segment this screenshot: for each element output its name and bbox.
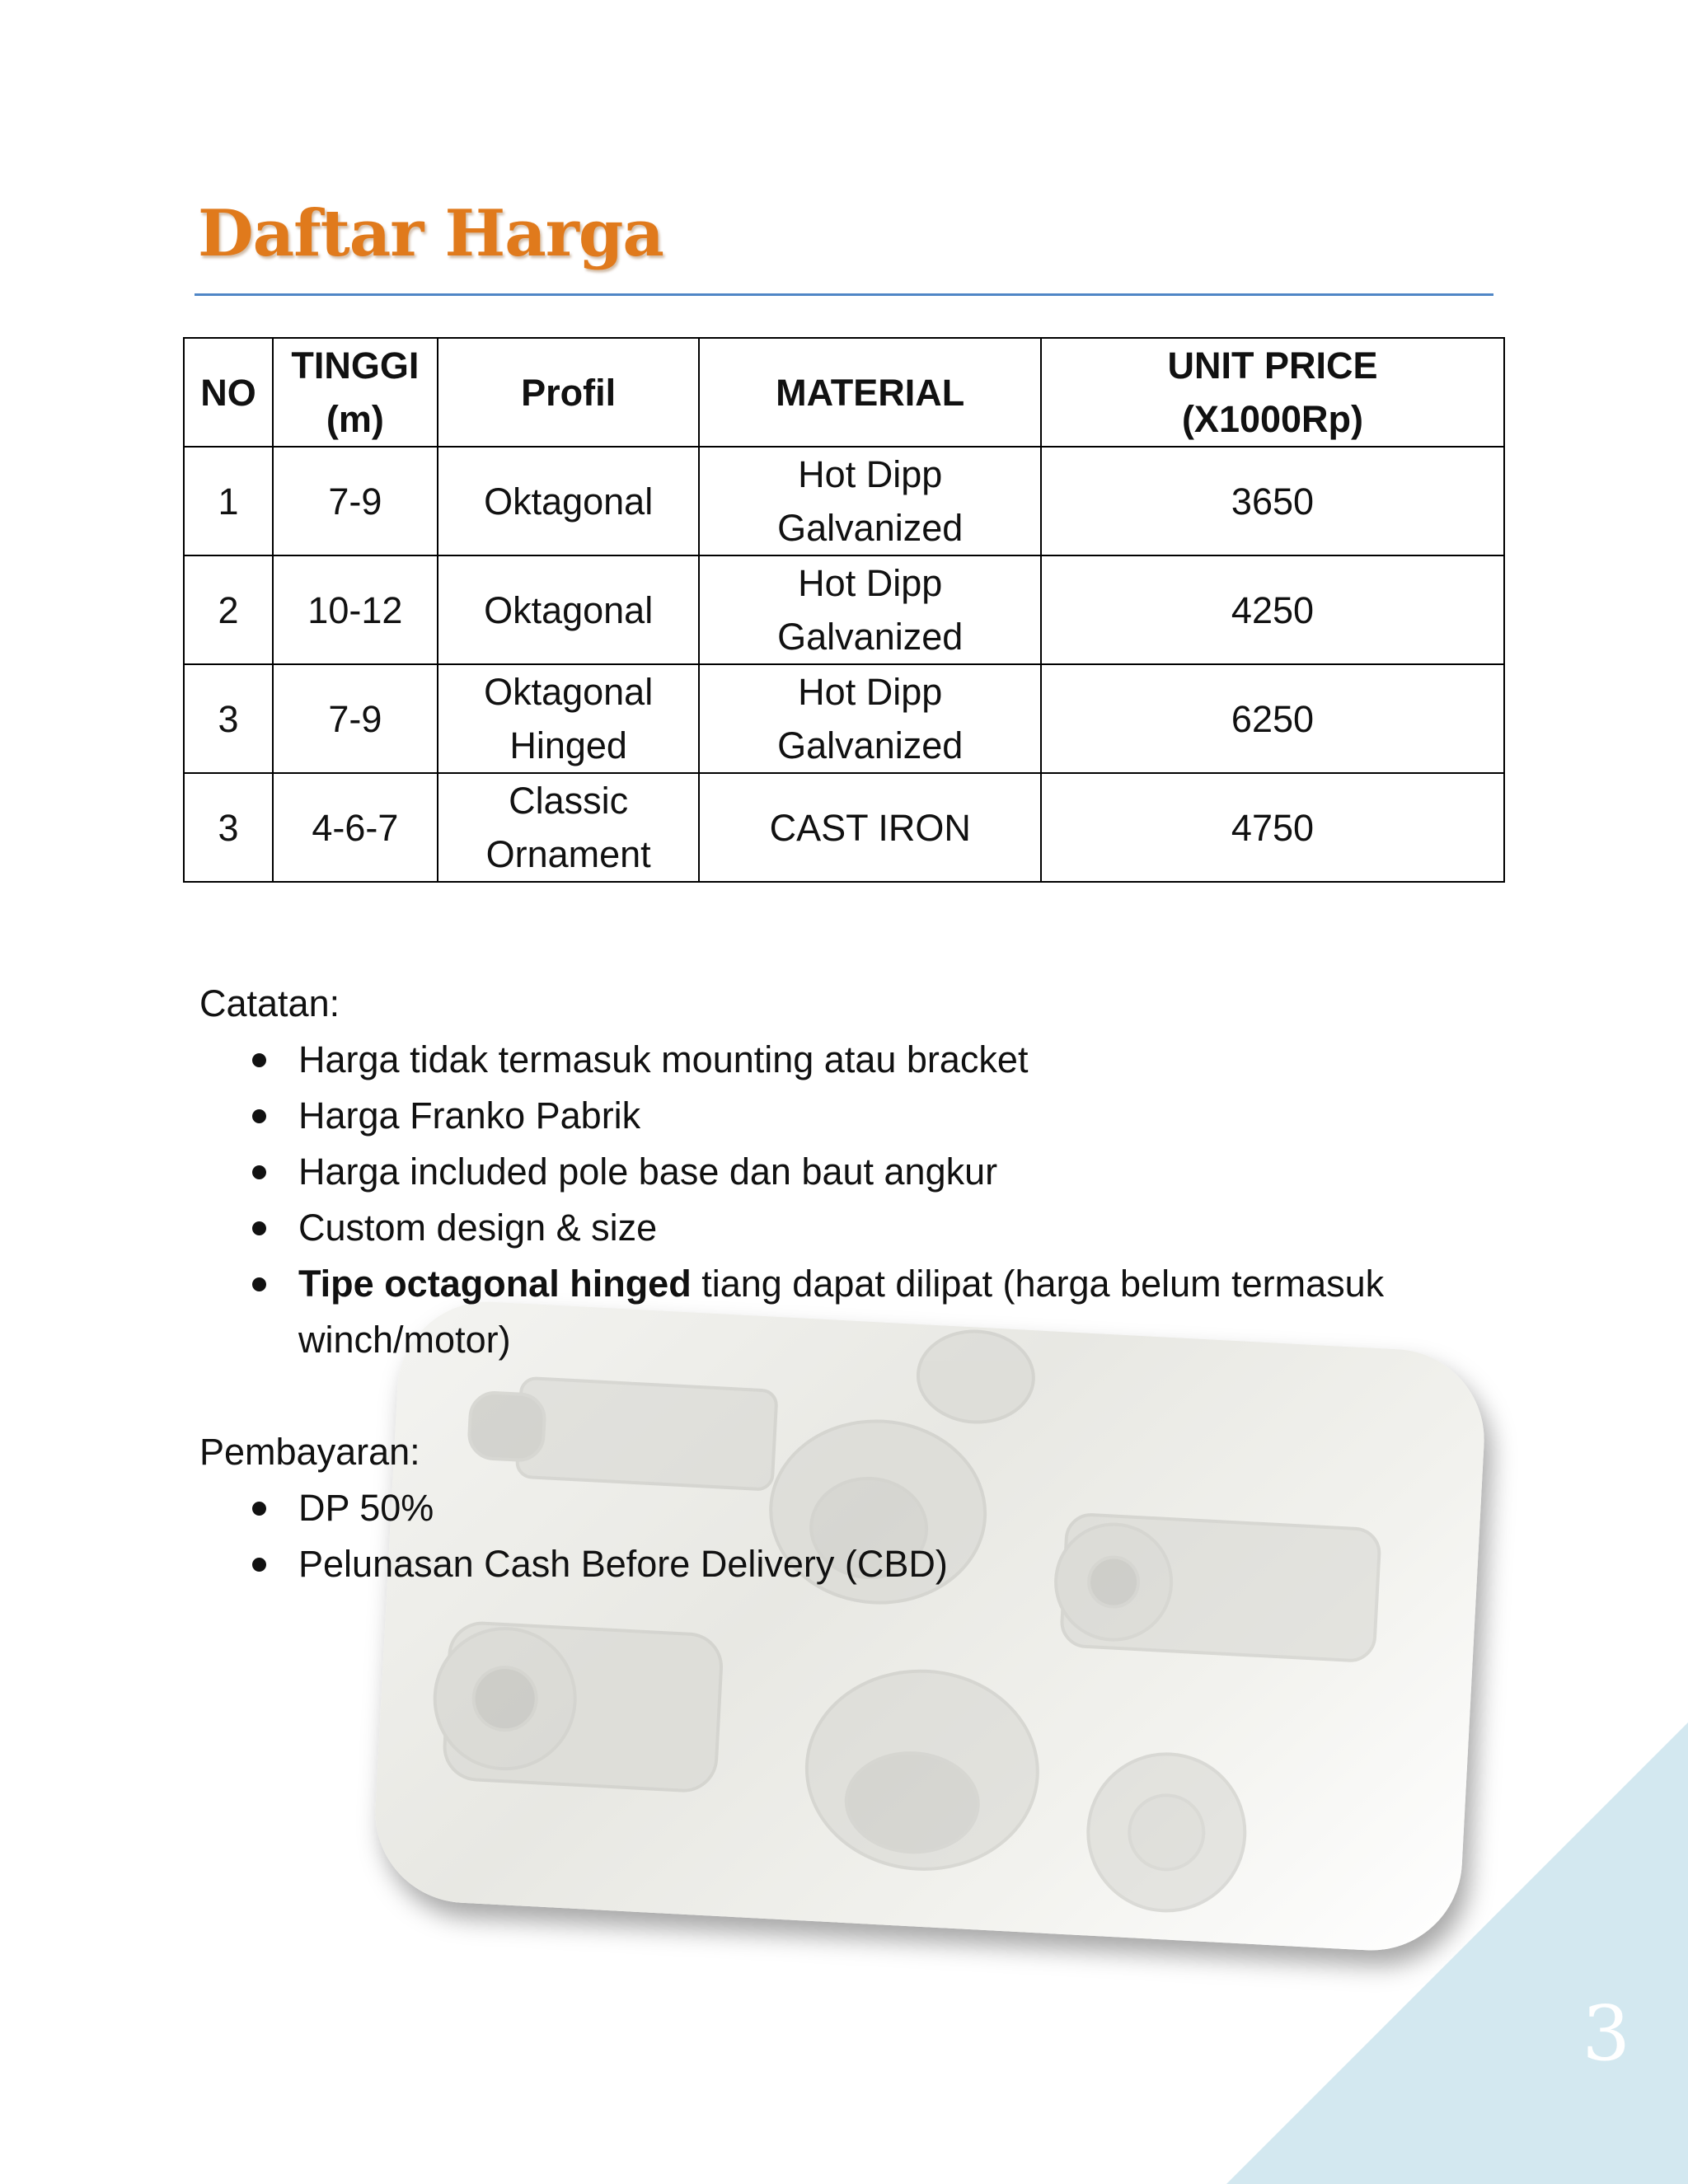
header-material: MATERIAL [699,338,1040,447]
cell-material: Hot Dipp Galvanized [699,664,1040,773]
cell-price: 4250 [1041,555,1504,664]
cell-no: 1 [184,447,273,555]
cell-material: CAST IRON [699,773,1040,882]
bullet-icon [252,1502,266,1516]
dome-camera-dark-icon [802,1666,1043,1875]
price-table [183,337,1505,883]
cell-material: Hot Dipp Galvanized [699,447,1040,555]
page-number: 3 [1582,1990,1630,2078]
list-item: Harga included pole base dan baut angkur [199,1144,1518,1200]
header-tinggi: TINGGI (m) [273,338,438,447]
list-item: Custom design & size [199,1200,1518,1256]
cell-tinggi: 7-9 [273,664,438,773]
table-row [184,447,1504,555]
cell-price: 4750 [1041,773,1504,882]
cell-tinggi: 7-9 [273,447,438,555]
catatan-label: Catatan: [199,982,340,1024]
table-row [184,664,1504,773]
header-no: NO [184,338,273,447]
page-title: Daftar Harga [198,196,663,271]
ir-camera-icon [431,1621,723,1793]
list-item: Harga Franko Pabrik [199,1088,1518,1144]
header-unit-price: UNIT PRICE (X1000Rp) [1041,338,1504,447]
bullet-icon [252,1221,266,1235]
cell-profil: Oktagonal Hinged [438,664,700,773]
list-item: Pelunasan Cash Before Delivery (CBD) [199,1536,1518,1592]
list-item: Tipe octagonal hinged tiang dapat dilipat (harga belum termasuk winch/motor) [199,1256,1518,1368]
header-profil: Profil [438,338,700,447]
cell-no: 3 [184,664,273,773]
pembayaran-label: Pembayaran: [199,1431,420,1473]
table-row [184,555,1504,664]
cell-profil: Oktagonal [438,447,700,555]
table-row [184,773,1504,882]
cell-price: 6250 [1041,664,1504,773]
cell-tinggi: 4-6-7 [273,773,438,882]
cell-profil: Oktagonal [438,555,700,664]
notes-section [199,976,1518,1592]
bullet-icon [252,1165,266,1179]
cell-price: 3650 [1041,447,1504,555]
list-item: Harga tidak termasuk mounting atau bracket [199,1032,1518,1088]
title-underline [195,293,1493,296]
catatan-list [199,1032,1518,1368]
cell-material: Hot Dipp Galvanized [699,555,1040,664]
flat-dome-camera-icon [1084,1750,1249,1915]
cell-tinggi: 10-12 [273,555,438,664]
list-item: DP 50% [199,1480,1518,1536]
bullet-icon [252,1053,266,1067]
bullet-icon [252,1558,266,1572]
bullet-icon [252,1277,266,1291]
cell-profil: Classic Ornament [438,773,700,882]
pembayaran-list [199,1480,1518,1592]
cell-no: 2 [184,555,273,664]
table-header-row [184,338,1504,447]
bullet-icon [252,1109,266,1123]
cell-no: 3 [184,773,273,882]
